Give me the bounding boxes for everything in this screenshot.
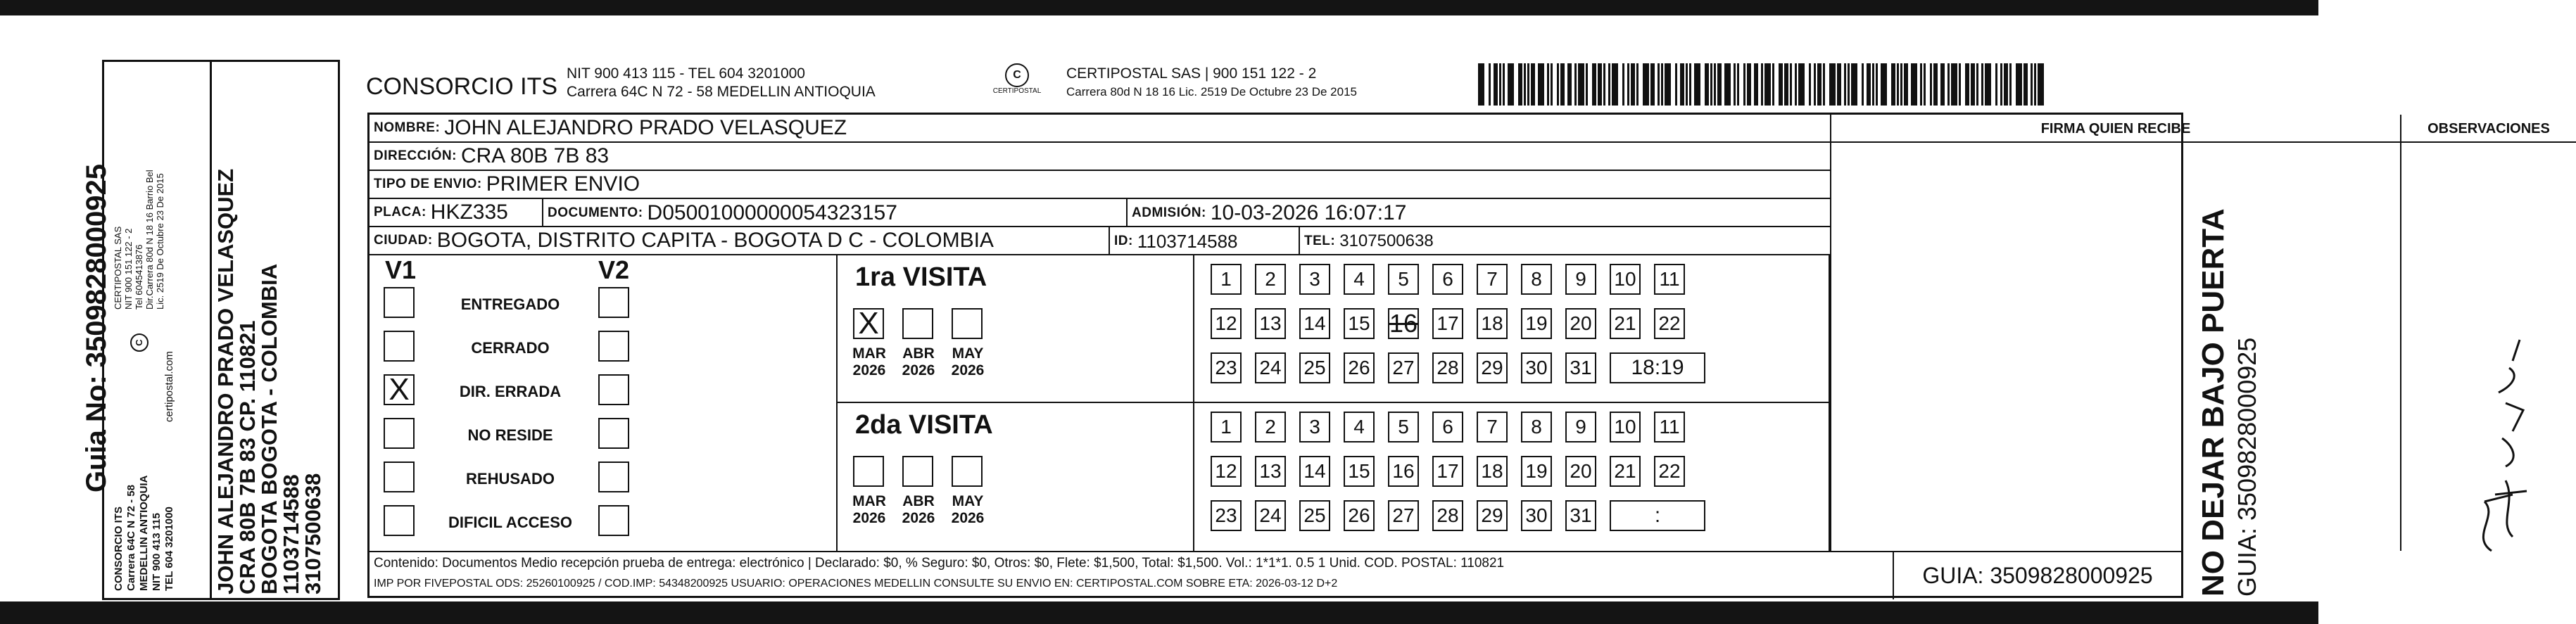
- barcode-bar: [1940, 63, 1945, 106]
- address-line: BOGOTA BOGOTA - COLOMBIA: [257, 263, 282, 594]
- day-box[interactable]: 3: [1299, 264, 1330, 295]
- footer-print-line: IMP POR FIVEPOSTAL ODS: 25260100925 / COD.IMP: 54348200925 USUARIO: OPERACIONES MEDELLIN CONSULTE SU ENVIO EN: CERTIPOSTAL.COM SOBRE ETA: 2026-03-12 D+2: [374, 578, 1338, 590]
- status-label: DIFICIL ACCESO: [448, 514, 572, 531]
- day-box[interactable]: 13: [1255, 456, 1286, 487]
- day-box[interactable]: 14: [1299, 308, 1330, 339]
- barcode-bar: [1764, 63, 1771, 106]
- day-box[interactable]: 12: [1211, 456, 1242, 487]
- day-box[interactable]: 19: [1521, 456, 1552, 487]
- barcode-bar: [1784, 63, 1788, 106]
- barcode-bar: [1911, 63, 1917, 106]
- address-line: Tel 6045413876: [134, 244, 144, 310]
- day-box[interactable]: 26: [1344, 500, 1375, 531]
- v1-checkbox[interactable]: [384, 331, 415, 362]
- day-box[interactable]: 22: [1654, 308, 1685, 339]
- form-header: [366, 62, 2182, 111]
- address-line: Carrera 64C N 72 - 58 MEDELLIN ANTIOQUIA: [567, 84, 876, 100]
- barcode-bar: [1689, 63, 1691, 106]
- months-days-divider: [1193, 255, 1194, 551]
- v2-checkbox[interactable]: [598, 287, 629, 318]
- barcode-bar: [2009, 63, 2012, 106]
- barcode-bar: [1574, 63, 1577, 106]
- day-box[interactable]: 29: [1477, 500, 1508, 531]
- barcode-bar: [2004, 63, 2008, 106]
- day-box[interactable]: 8: [1521, 412, 1552, 442]
- barcode-bar: [1924, 63, 1926, 106]
- address-line: 3107500638: [301, 473, 325, 594]
- barcode-bar: [1965, 63, 1969, 106]
- barcode-bar: [1675, 63, 1677, 106]
- barcode-bar: [1665, 63, 1671, 106]
- company-name: CONSORCIO ITS: [366, 73, 558, 100]
- day-box[interactable]: 28: [1432, 500, 1463, 531]
- day-box[interactable]: 24: [1255, 352, 1286, 383]
- barcode-bar: [1795, 63, 1797, 106]
- day-box[interactable]: 20: [1565, 456, 1596, 487]
- observ-divider: [2400, 115, 2401, 551]
- barcode-bar: [1705, 63, 1709, 106]
- row-tipo-envio: [370, 171, 1830, 199]
- barcode-bar: [1499, 63, 1501, 106]
- barcode-bar: [1661, 63, 1663, 106]
- year-label: 2026: [951, 362, 985, 378]
- barcode-bar: [1737, 63, 1739, 106]
- guia-number-rotated: Guia No: 3509828000925: [81, 164, 112, 492]
- delivery-status-checklist: [370, 255, 838, 551]
- day-box[interactable]: 13: [1255, 308, 1286, 339]
- row-direccion: [370, 143, 1830, 171]
- barcode-bar: [1754, 63, 1758, 106]
- barcode-bar: [1930, 63, 1932, 106]
- barcode-bar: [1643, 63, 1649, 106]
- id-cell: [1109, 227, 1238, 255]
- month-caption: [894, 493, 943, 527]
- day-box[interactable]: 31: [1565, 352, 1596, 383]
- barcode-bar: [1867, 63, 1871, 106]
- barcode-bar: [1603, 63, 1605, 106]
- barcode-bar: [1809, 63, 1811, 106]
- recipient-address: [215, 169, 324, 594]
- barcode-bar: [2031, 63, 2033, 106]
- admision-value: 10-03-2026 16:07:17: [1210, 201, 1407, 224]
- month-label: MAY: [952, 345, 984, 362]
- address-line: CONSORCIO ITS: [113, 506, 125, 591]
- day-box[interactable]: 3: [1299, 412, 1330, 442]
- barcode-bar: [1814, 63, 1816, 106]
- v1-checkbox[interactable]: [384, 418, 415, 449]
- day-box[interactable]: 31: [1565, 500, 1596, 531]
- barcode-bar: [1790, 63, 1792, 106]
- barcode-bar: [1829, 63, 1836, 106]
- admision-label: ADMISIÓN:: [1132, 205, 1206, 220]
- day-box[interactable]: 30: [1521, 352, 1552, 383]
- barcode-bar: [1538, 63, 1544, 106]
- v1-checkbox[interactable]: [384, 505, 415, 536]
- year-label: 2026: [902, 510, 935, 526]
- barcode-bar: [1876, 63, 1878, 106]
- firma-header: FIRMA QUIEN RECIBE: [1830, 115, 2400, 143]
- first-visit-title: 1ra VISITA: [855, 262, 987, 292]
- second-visit-panel: [838, 403, 1830, 551]
- address-line: TEL 604 3201000: [163, 507, 175, 591]
- nombre-label: NOMBRE:: [374, 120, 441, 135]
- tipo-envio-value: PRIMER ENVIO: [486, 172, 640, 196]
- day-box[interactable]: 4: [1344, 412, 1375, 442]
- id-label: ID:: [1114, 234, 1133, 248]
- address-line: CERTIPOSTAL SAS: [113, 226, 123, 310]
- day-box[interactable]: 18: [1477, 456, 1508, 487]
- certipostal-logo-icon: C: [130, 333, 149, 352]
- month-caption: [943, 345, 992, 379]
- nit-line: NIT 900 413 115 - TEL 604 3201000: [567, 65, 805, 82]
- day-box[interactable]: 26: [1344, 352, 1375, 383]
- certipostal-info: [113, 170, 165, 310]
- barcode-bar: [2016, 63, 2022, 106]
- day-box[interactable]: 23: [1211, 352, 1242, 383]
- barcode-bar: [1743, 63, 1745, 106]
- day-box[interactable]: 20: [1565, 308, 1596, 339]
- address-line: 1103714588: [279, 474, 303, 594]
- placa-value: HKZ335: [430, 200, 508, 224]
- documento-cell: [542, 199, 897, 227]
- scan-top-border: [0, 0, 2318, 15]
- month-label: MAR: [852, 345, 886, 362]
- placa-label: PLACA:: [374, 205, 427, 219]
- certipostal-logo-icon: C: [1005, 63, 1029, 87]
- barcode-bar: [1503, 63, 1505, 106]
- address-line: NIT 900 413 115: [151, 513, 163, 591]
- barcode-bar: [2038, 63, 2044, 106]
- day-box[interactable]: 6: [1432, 412, 1463, 442]
- barcode-bar: [1891, 63, 1895, 106]
- admision-cell: [1126, 199, 1406, 227]
- v2-checkbox[interactable]: [598, 505, 629, 536]
- barcode-bar: [1761, 63, 1763, 106]
- address-line: Dir.Carrera 80d N 18 16 Barrio Bel: [144, 170, 155, 310]
- first-visit-panel: [838, 255, 1830, 403]
- address-line: Carrera 64C N 72 - 58: [125, 485, 137, 591]
- day-box[interactable]: 1: [1211, 264, 1242, 295]
- month-label: MAR: [852, 493, 886, 509]
- year-label: 2026: [951, 510, 985, 526]
- footer-content-line: Contenido: Documentos Medio recepción prueba de entrega: electrónico | Declarado: $0, % Seguro: $0, Otros: $0, Flete: $1,500, Total: $1,500. Vol.: 1*1*1. 0.5 1 Unid. COD. POSTAL: 110821: [374, 556, 1505, 571]
- ciudad-value: BOGOTA, DISTRITO CAPITA - BOGOTA D C - COLOMBIA: [436, 229, 994, 252]
- documento-value: D05001000000054323157: [647, 201, 897, 224]
- barcode-bar: [1817, 63, 1821, 106]
- day-box[interactable]: 7: [1477, 264, 1508, 295]
- status-label: CERRADO: [471, 339, 550, 357]
- tel-cell: [1299, 227, 1434, 255]
- visit-time-field[interactable]: :: [1610, 500, 1705, 531]
- month-label: ABR: [902, 345, 935, 362]
- month-checkbox[interactable]: [902, 456, 933, 487]
- barcode-bar: [1650, 63, 1655, 106]
- id-value: 1103714588: [1137, 230, 1238, 252]
- barcode-bar: [1686, 63, 1688, 106]
- barcode-bar: [1724, 63, 1731, 106]
- barcode-bar: [1612, 63, 1618, 106]
- barcode-bar: [1985, 63, 1991, 106]
- row-ciudad: [370, 227, 1830, 255]
- status-label: DIR. ERRADA: [459, 383, 562, 400]
- month-checkbox[interactable]: [902, 308, 933, 339]
- day-box[interactable]: 27: [1388, 500, 1419, 531]
- barcode-bar: [1823, 63, 1825, 106]
- day-box[interactable]: 14: [1299, 456, 1330, 487]
- day-box[interactable]: 1: [1211, 412, 1242, 442]
- tel-value: 3107500638: [1339, 231, 1434, 250]
- barcode-bar: [1951, 63, 1957, 106]
- visit-time-field[interactable]: 18:19: [1610, 352, 1705, 383]
- v2-checkbox[interactable]: [598, 331, 629, 362]
- barcode-bar: [1627, 63, 1629, 106]
- barcode-bar: [1547, 63, 1549, 106]
- day-box[interactable]: 17: [1432, 308, 1463, 339]
- day-box[interactable]: 27: [1388, 352, 1419, 383]
- day-box[interactable]: 18: [1477, 308, 1508, 339]
- barcode-bar: [1694, 63, 1700, 106]
- barcode-bar: [1995, 63, 1997, 106]
- certipostal-site: certipostal.com: [163, 351, 175, 422]
- day-box[interactable]: 10: [1610, 412, 1641, 442]
- barcode-bar: [1631, 63, 1635, 106]
- barcode-bar: [1508, 63, 1514, 106]
- barcode-bar: [1971, 63, 1975, 106]
- address-line: Lic. 2519 De Octubre 23 De 2015: [155, 173, 165, 310]
- day-box[interactable]: 19: [1521, 308, 1552, 339]
- tipo-envio-label: TIPO DE ENVIO:: [374, 177, 482, 191]
- barcode-bar: [1557, 63, 1559, 106]
- address-line: JOHN ALEJANDRO PRADO VELASQUEZ: [213, 168, 238, 594]
- barcode-bar: [2000, 63, 2002, 106]
- day-box[interactable]: 22: [1654, 456, 1685, 487]
- month-caption: [943, 493, 992, 527]
- barcode-bar: [1798, 63, 1805, 106]
- barcode-bar: [1779, 63, 1783, 106]
- barcode-bar: [2034, 63, 2036, 106]
- day-box[interactable]: 25: [1299, 500, 1330, 531]
- status-label: REHUSADO: [466, 470, 555, 488]
- day-box[interactable]: 7: [1477, 412, 1508, 442]
- day-box[interactable]: 12: [1211, 308, 1242, 339]
- barcode-bar: [1560, 63, 1565, 106]
- day-box[interactable]: 16: [1388, 456, 1419, 487]
- barcode-bar: [1862, 63, 1864, 106]
- barcode-bar: [1567, 63, 1572, 106]
- year-label: 2026: [852, 510, 886, 526]
- form-footer: [370, 551, 2181, 598]
- day-box[interactable]: 21: [1610, 456, 1641, 487]
- day-box[interactable]: 5: [1388, 412, 1419, 442]
- address-line: MEDELLIN ANTIOQUIA: [138, 475, 150, 591]
- handwritten-note-signature: [2407, 326, 2562, 551]
- barcode-bar: [1872, 63, 1874, 106]
- day-box[interactable]: 21: [1610, 308, 1641, 339]
- barcode-bar: [1844, 63, 1846, 106]
- v2-checkbox[interactable]: [598, 374, 629, 405]
- day-box[interactable]: 28: [1432, 352, 1463, 383]
- year-label: 2026: [852, 362, 886, 378]
- v1-checkbox[interactable]: [384, 287, 415, 318]
- barcode: [1478, 63, 2048, 106]
- barcode-bar: [1489, 63, 1491, 106]
- day-box[interactable]: 25: [1299, 352, 1330, 383]
- month-label: MAY: [952, 493, 984, 509]
- day-box[interactable]: 8: [1521, 264, 1552, 295]
- row-placa: [370, 199, 1830, 227]
- barcode-bar: [1976, 63, 1978, 106]
- day-box[interactable]: 2: [1255, 264, 1286, 295]
- barcode-bar: [1524, 63, 1526, 106]
- day-box[interactable]: 9: [1565, 412, 1596, 442]
- day-box[interactable]: 24: [1255, 500, 1286, 531]
- direccion-value: CRA 80B 7B 83: [460, 144, 610, 167]
- sender-address: [113, 476, 176, 591]
- company-nit: [567, 65, 876, 101]
- barcode-bar: [1897, 63, 1899, 106]
- barcode-bar: [1920, 63, 1922, 106]
- status-label: ENTREGADO: [460, 295, 560, 313]
- day-box[interactable]: 16: [1389, 309, 1418, 338]
- v1-header: V1: [385, 255, 417, 284]
- day-box[interactable]: 11: [1654, 412, 1685, 442]
- second-visit-title: 2da VISITA: [855, 410, 993, 440]
- barcode-bar: [1518, 63, 1522, 106]
- barcode-bar: [1772, 63, 1774, 106]
- day-box[interactable]: 30: [1521, 500, 1552, 531]
- panel-divider: [210, 62, 212, 598]
- month-checkbox[interactable]: [952, 308, 983, 339]
- day-box[interactable]: 29: [1477, 352, 1508, 383]
- certipostal-logo: [985, 63, 1049, 95]
- barcode-bar: [1478, 63, 1484, 106]
- day-box[interactable]: 17: [1432, 456, 1463, 487]
- scan-bottom-border: [0, 601, 2318, 624]
- barcode-bar: [1592, 63, 1596, 106]
- day-box[interactable]: 15: [1344, 456, 1375, 487]
- month-checkbox[interactable]: [952, 456, 983, 487]
- logo-caption: CERTIPOSTAL: [992, 87, 1042, 95]
- barcode-bar: [1959, 63, 1961, 106]
- documento-label: DOCUMENTO:: [548, 205, 643, 220]
- barcode-bar: [1527, 63, 1529, 106]
- v2-checkbox[interactable]: [598, 461, 629, 492]
- barcode-bar: [1586, 63, 1588, 106]
- barcode-bar: [1598, 63, 1602, 106]
- month-checkbox[interactable]: X: [853, 308, 884, 339]
- day-box[interactable]: 6: [1432, 264, 1463, 295]
- tel-label: TEL:: [1304, 234, 1336, 248]
- barcode-bar: [1981, 63, 1983, 106]
- day-box[interactable]: 2: [1255, 412, 1286, 442]
- barcode-bar: [1494, 63, 1498, 106]
- barcode-bar: [1734, 63, 1736, 106]
- barcode-bar: [1578, 63, 1584, 106]
- day-box[interactable]: 9: [1565, 264, 1596, 295]
- no-dejar-bajo-puerta: NO DEJAR BAJO PUERTA: [2196, 208, 2230, 597]
- right-guia-number: GUIA: 3509828000925: [2233, 337, 2261, 597]
- day-box[interactable]: 4: [1344, 264, 1375, 295]
- barcode-bar: [1680, 63, 1684, 106]
- barcode-bar: [1851, 63, 1857, 106]
- v2-header: V2: [598, 255, 630, 284]
- day-box[interactable]: 15: [1344, 308, 1375, 339]
- ciudad-label: CIUDAD:: [374, 233, 433, 248]
- month-caption: [845, 493, 894, 527]
- barcode-bar: [1717, 63, 1722, 106]
- barcode-bar: [1658, 63, 1660, 106]
- barcode-bar: [1837, 63, 1841, 106]
- barcode-bar: [1636, 63, 1639, 106]
- barcode-bar: [1710, 63, 1712, 106]
- cert-line: CERTIPOSTAL SAS | 900 151 122 - 2: [1066, 65, 1317, 82]
- barcode-bar: [1881, 63, 1887, 106]
- barcode-bar: [1608, 63, 1610, 106]
- month-checkbox[interactable]: [853, 456, 884, 487]
- certipostal-header: [1066, 65, 1357, 101]
- month-label: ABR: [902, 493, 935, 509]
- address-line: CRA 80B 7B 83 CP. 110821: [235, 320, 260, 594]
- barcode-bar: [1714, 63, 1716, 106]
- year-label: 2026: [902, 362, 935, 378]
- observaciones-header: OBSERVACIONES: [2400, 115, 2576, 143]
- barcode-bar: [1900, 63, 1902, 106]
- cert-license-line: Carrera 80d N 18 16 Lic. 2519 De Octubre 23 De 2015: [1066, 85, 1357, 98]
- v1-checkbox[interactable]: [384, 461, 415, 492]
- month-caption: [894, 345, 943, 379]
- barcode-bar: [1622, 63, 1624, 106]
- day-box[interactable]: 5: [1388, 264, 1419, 295]
- barcode-bar: [1904, 63, 1908, 106]
- barcode-bar: [1551, 63, 1553, 106]
- barcode-bar: [1848, 63, 1850, 106]
- firma-divider: [1830, 115, 1831, 551]
- row-nombre: [370, 115, 1830, 143]
- v1-checkbox[interactable]: X: [384, 374, 415, 405]
- barcode-bar: [1947, 63, 1950, 106]
- address-line: NIT 900 151 122 - 2: [123, 228, 134, 310]
- month-caption: [845, 345, 894, 379]
- status-label: NO RESIDE: [467, 426, 553, 444]
- nombre-value: JOHN ALEJANDRO PRADO VELASQUEZ: [444, 116, 847, 139]
- day-box[interactable]: 23: [1211, 500, 1242, 531]
- v2-checkbox[interactable]: [598, 418, 629, 449]
- day-box[interactable]: 10: [1610, 264, 1641, 295]
- barcode-bar: [1747, 63, 1751, 106]
- barcode-bar: [1933, 63, 1938, 106]
- barcode-bar: [2023, 63, 2028, 106]
- day-box[interactable]: 11: [1654, 264, 1685, 295]
- direccion-label: DIRECCIÓN:: [374, 148, 457, 163]
- footer-guia-number: GUIA: 3509828000925: [1893, 552, 2181, 599]
- barcode-bar: [1531, 63, 1535, 106]
